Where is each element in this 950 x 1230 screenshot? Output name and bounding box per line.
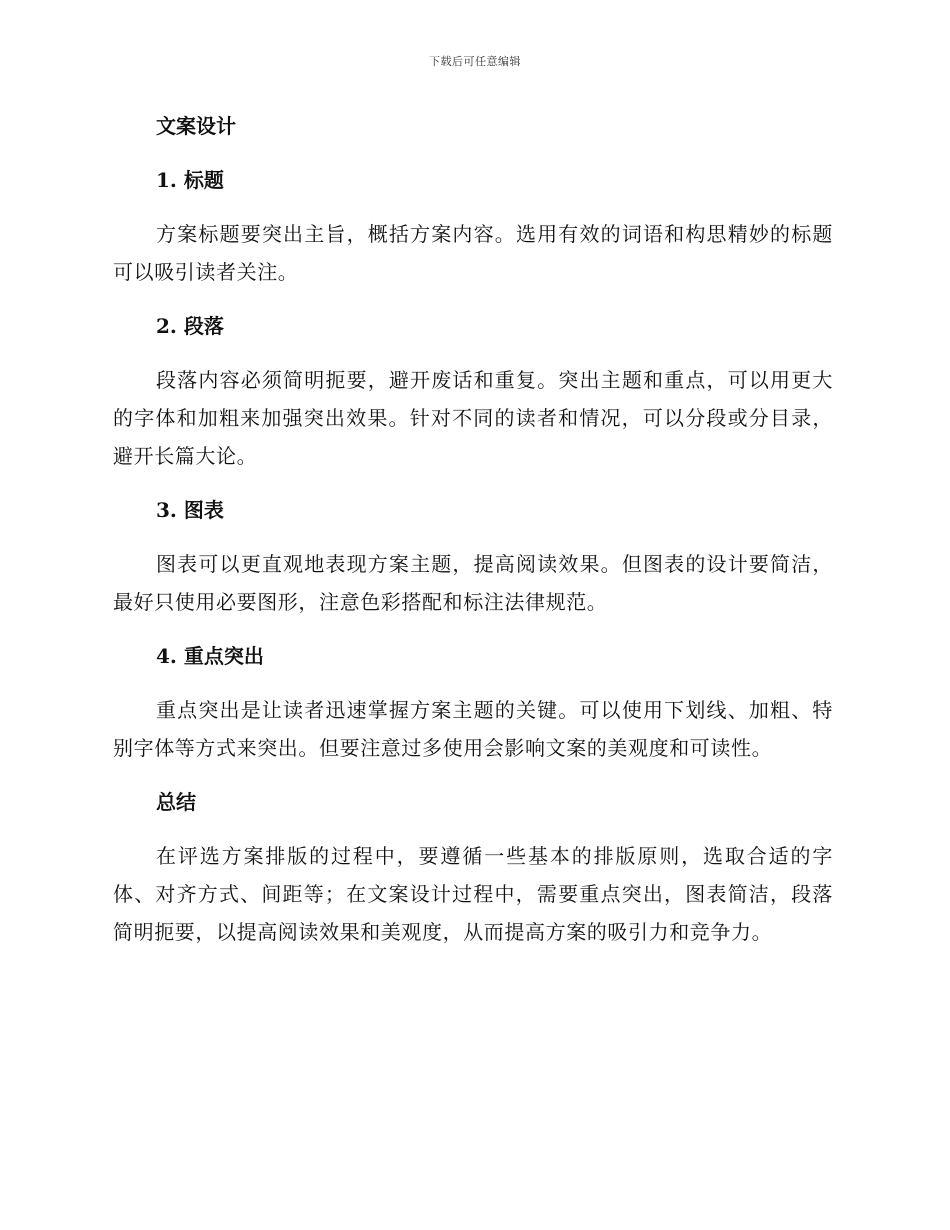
- section-heading-chart: 3. 图表: [156, 498, 224, 522]
- section-body-chart: 图表可以更直观地表现方案主题，提高阅读效果。但图表的设计要简洁，最好只使用必要图形，注意色彩搭配和标注法律规范。: [113, 552, 833, 614]
- section-heading-paragraph: 2. 段落: [156, 314, 224, 338]
- section-body-emphasis: 重点突出是让读者迅速掌握方案主题的关键。可以使用下划线、加粗、特别字体等方式来突出。但要注意过多使用会影响文案的美观度和可读性。: [113, 698, 833, 760]
- section-heading-emphasis: 4. 重点突出: [156, 644, 264, 668]
- section-heading-title: 1. 标题: [156, 168, 224, 192]
- page-header: 下载后可任意编辑: [429, 55, 521, 68]
- document-body: [113, 110, 833, 951]
- section-heading-summary: 总结: [156, 790, 196, 814]
- section-body-paragraph: 段落内容必须简明扼要，避开废话和重复。突出主题和重点，可以用更大的字体和加粗来加强突出效果。针对不同的读者和情况，可以分段或分目录，避开长篇大论。: [113, 368, 833, 468]
- document-title: 文案设计: [156, 114, 236, 138]
- section-body-title: 方案标题要突出主旨，概括方案内容。选用有效的词语和构思精妙的标题可以吸引读者关注。: [113, 222, 833, 284]
- section-body-summary: 在评选方案排版的过程中，要遵循一些基本的排版原则，选取合适的字体、对齐方式、间距等；在文案设计过程中，需要重点突出，图表简洁，段落简明扼要，以提高阅读效果和美观度，从而提高方案的吸引力和竞争力。: [113, 844, 833, 944]
